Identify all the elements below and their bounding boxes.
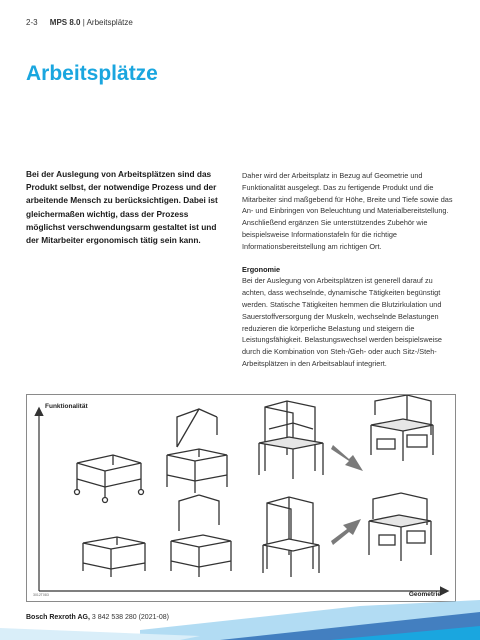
product-name: MPS 8.0 [49, 18, 81, 27]
section-name: Arbeitsplätze [86, 18, 133, 27]
page-number: 2-3 [26, 18, 38, 27]
y-axis-label: Funktionalität [45, 403, 88, 410]
page-title: Arbeitsplätze [26, 62, 158, 85]
image-code: 3012T083 [33, 593, 49, 597]
lead-paragraph: Bei der Auslegung von Arbeitsplätzen sind das Produkt selbst, der notwendige Prozess und der arbeitende Mensch zu berücksichtigen. Dabei ist gleichermaßen wichtig, dass der Prozess möglichst verschwendungsarm gestaltet ist und der Mitarbeiter ergonomisch tätig sein kann. [26, 169, 218, 246]
x-axis-label: Geometrie [408, 591, 441, 598]
body-paragraph-1: Daher wird der Arbeitsplatz in Bezug auf Geometrie und Funktionalität ausgelegt. Das zu fertigende Produkt und die Mitarbeiter sind maßgebend für Höhe, Breite und Tiefe sowie das An- und Einbringen von Beleuchtung und Materialbereitstellung. Anschließend ergänzen Sie unterstützendes Zubehör wie beispielsweise Informationstafeln für die richtige Informationsbereitstellung am richtigen Ort. [242, 171, 453, 251]
body-paragraph-2: Bei der Auslegung von Arbeitsplätzen ist generell darauf zu achten, dass wechselnde, dynamische Tätigkeiten begünstigt werden. Statische Tätigkeiten hemmen die Blutzirkulation und Sauerstoffversorgung der Muskeln, wechselnde Belastungen reduzieren die körperliche Belastung und steigern die Leistungsfähigkeit. Belastungswechsel werden beispielsweise durch die Kombination von Steh-/Geh- oder auch Sitz-/Steh-Arbeitsplätzen in den Arbeitsablauf integriert. [242, 276, 442, 368]
footer-doc-number: 3 842 538 280 (2021-08) [91, 614, 169, 621]
subheading-ergonomie: Ergonomie [242, 264, 281, 274]
footer-company: Bosch Rexroth AG, [26, 614, 90, 621]
header-separator: | [82, 18, 85, 27]
